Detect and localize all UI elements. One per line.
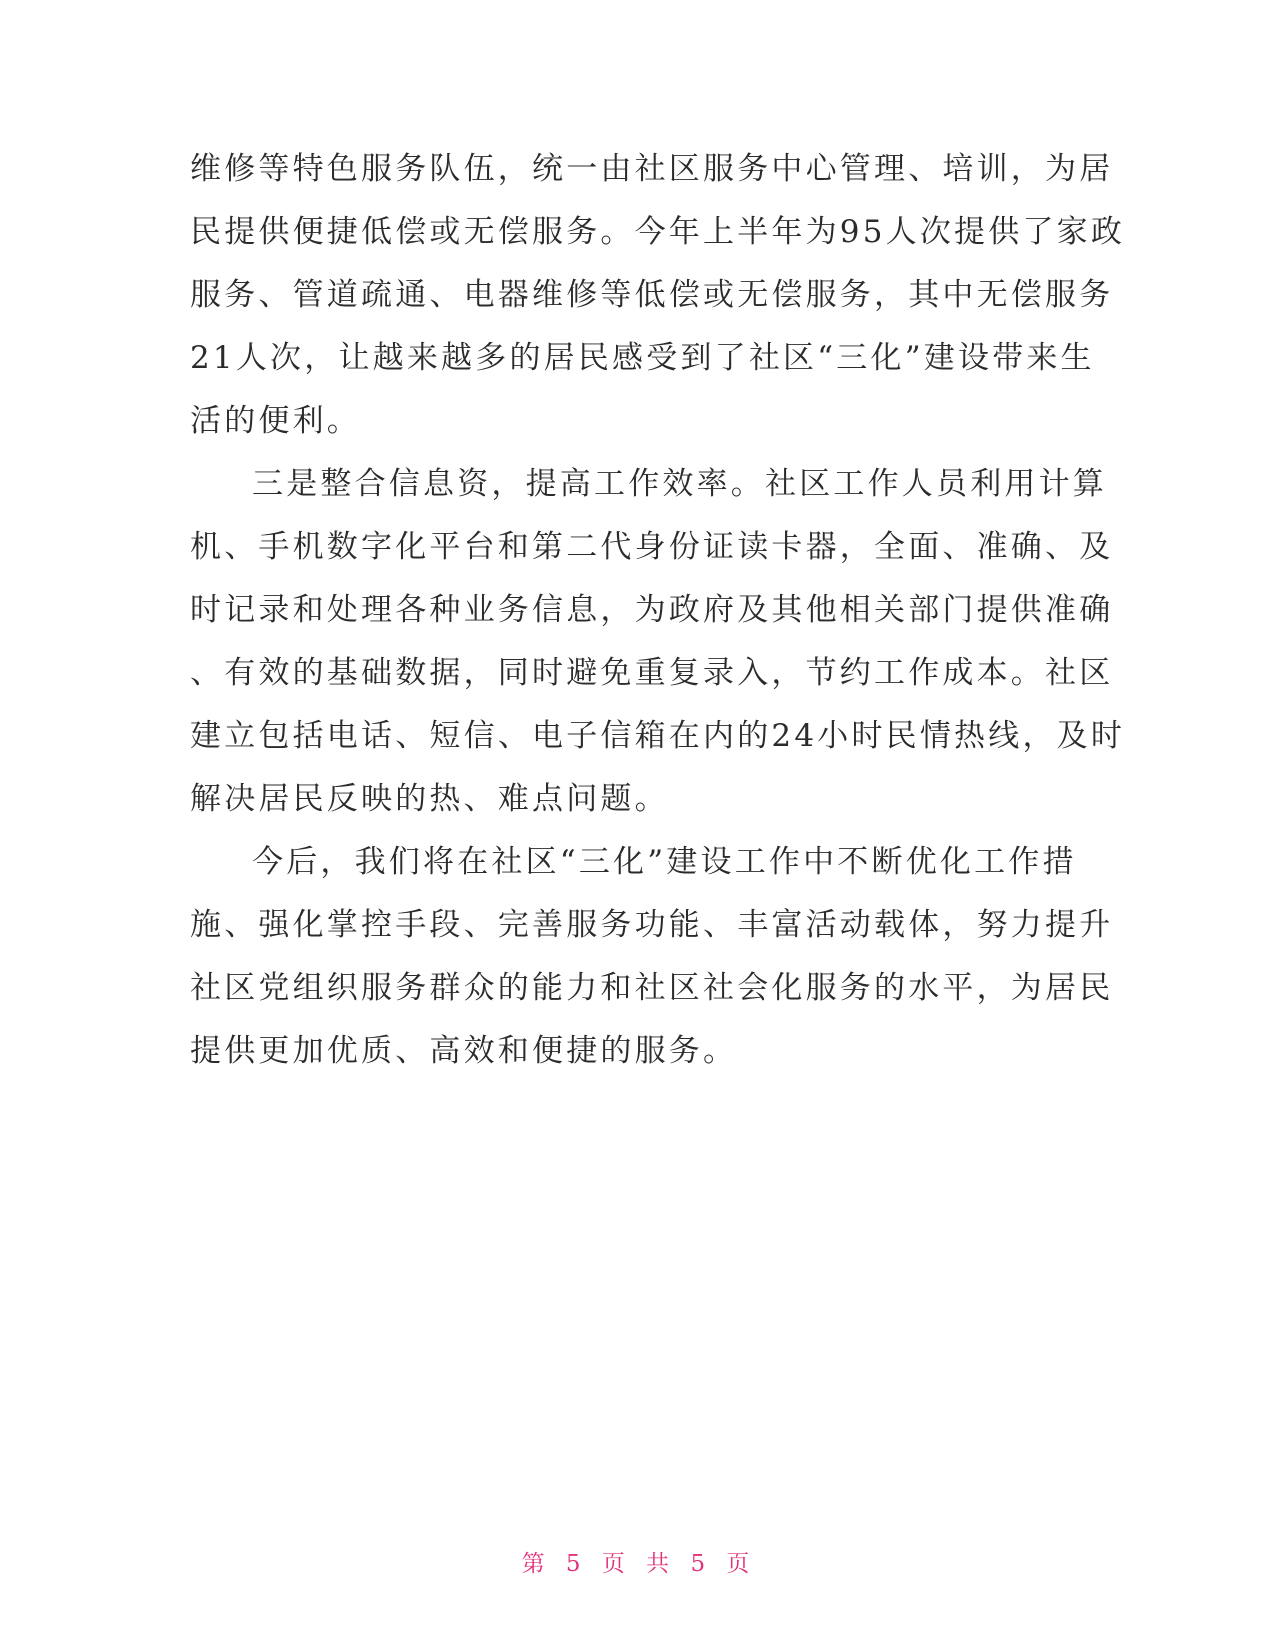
text-line: 施、强化掌控手段、完善服务功能、丰富活动载体，努力提升 [190, 907, 1114, 943]
paragraph-2 [190, 453, 1126, 831]
text-line: 提供更加优质、高效和便捷的服务。 [190, 1033, 738, 1069]
text-line: 建立包括电话、短信、电子信箱在内的24小时民情热线，及时 [190, 718, 1126, 754]
document-body [190, 138, 1126, 1083]
text-line: 时记录和处理各种业务信息，为政府及其他相关部门提供准确 [190, 592, 1114, 628]
page-number-label: 第 5 页 共 5 页 [521, 1551, 754, 1577]
text-line: 今后，我们将在社区“三化”建设工作中不断优化工作措 [252, 844, 1077, 880]
text-line: 维修等特色服务队伍，统一由社区服务中心管理、培训，为居 [190, 151, 1114, 187]
text-line: 、有效的基础数据，同时避免重复录入，节约工作成本。社区 [190, 655, 1114, 691]
text-line: 民提供便捷低偿或无偿服务。今年上半年为95人次提供了家政 [190, 214, 1126, 250]
paragraph-1 [190, 138, 1126, 453]
paragraph-3 [190, 831, 1114, 1083]
page-footer [0, 1545, 1275, 1578]
text-line: 服务、管道疏通、电器维修等低偿或无偿服务，其中无偿服务 [190, 277, 1114, 313]
text-line: 解决居民反映的热、难点问题。 [190, 781, 669, 817]
text-line: 三是整合信息资，提高工作效率。社区工作人员利用计算 [252, 466, 1107, 502]
text-line: 活的便利。 [190, 403, 361, 439]
text-line: 机、手机数字化平台和第二代身份证读卡器，全面、准确、及 [190, 529, 1114, 565]
text-line: 21人次，让越来越多的居民感受到了社区“三化”建设带来生 [190, 340, 1095, 376]
text-line: 社区党组织服务群众的能力和社区社会化服务的水平，为居民 [190, 970, 1114, 1006]
